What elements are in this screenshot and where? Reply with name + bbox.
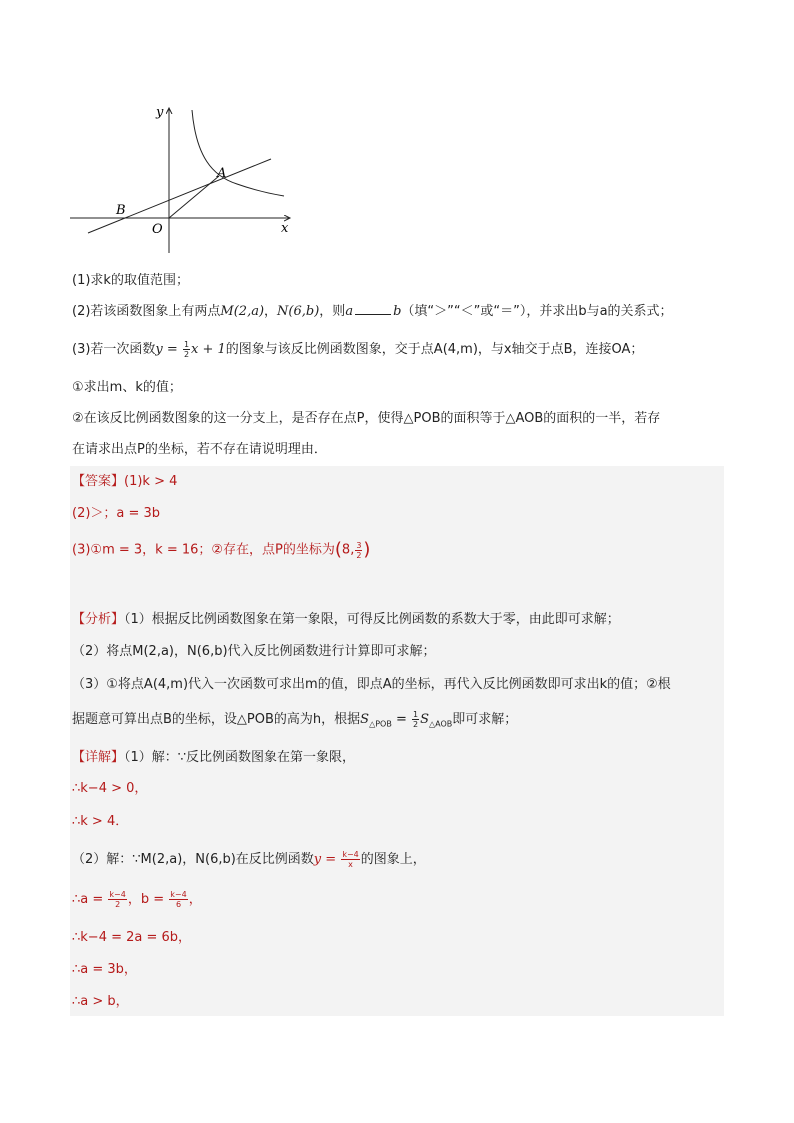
detail-5-num1: k−4 — [109, 890, 126, 899]
detail-5-fraction-2 — [169, 890, 187, 909]
analysis-frac-den: 2 — [413, 720, 419, 729]
detail-line-3: ∴k > 4． — [72, 814, 129, 829]
label-a: A — [217, 166, 227, 181]
question-part-3-ii-line2: 在请求出点P的坐标，若不存在请说明理由． — [72, 442, 327, 457]
analysis-line-1 — [72, 610, 620, 630]
q2-then: ，则 — [319, 304, 346, 319]
detail-5-den2: 6 — [175, 900, 182, 909]
analysis-4-prefix: 据题意可算出点B的坐标，设△POB的高为h，根据 — [72, 712, 361, 727]
detail-line-6: ∴k−4 = 2a = 6b， — [72, 930, 192, 945]
label-origin: O — [152, 222, 163, 237]
detail-1: （1）解：∵反比例函数图象在第一象限， — [124, 750, 356, 765]
q2-a: a — [345, 304, 354, 319]
q2-prefix: (2)若该函数图象上有两点 — [72, 304, 221, 319]
detail-5-den1: 2 — [115, 900, 121, 909]
answer-line-1 — [72, 472, 177, 492]
detail-5-num2: k−4 — [170, 890, 187, 899]
q2-b: b — [393, 304, 402, 319]
detail-4-fraction — [341, 850, 359, 869]
detail-5-fraction-1 — [108, 890, 126, 909]
q3-func-lhs: y = — [155, 342, 182, 357]
analysis-s1: S — [360, 712, 370, 727]
analysis-tag: 【分析】 — [72, 612, 125, 627]
q3-suffix: 的图象与该反比例函数图象，交于点A(4,m)，与x轴交于点B，连接OA； — [225, 342, 644, 357]
q2-suffix: （填“＞”“＜”或“＝”），并求出b与a的关系式； — [401, 304, 673, 319]
question-part-3 — [72, 340, 643, 360]
answer-tag: 【答案】 — [72, 474, 125, 489]
paren-right: ) — [363, 539, 371, 560]
detail-4-prefix: （2）解：∵M(2,a)，N(6,b)在反比例函数 — [72, 852, 314, 867]
answer-1: (1)k > 4 — [124, 474, 178, 489]
q3-frac-den: 2 — [183, 350, 190, 359]
question-part-2 — [72, 302, 673, 322]
detail-5-a: ∴a = — [72, 892, 108, 907]
detail-line-5 — [72, 890, 202, 910]
fill-blank — [355, 302, 391, 315]
detail-tag: 【详解】 — [72, 750, 125, 765]
answer-3-num: 3 — [356, 540, 362, 550]
answer-line-2: (2)＞；a = 3b — [72, 506, 161, 521]
q2-point-m: M(2,a) — [220, 304, 265, 319]
q2-point-n: N(6,b) — [277, 304, 320, 319]
paren-left: ( — [334, 539, 342, 560]
q3-frac-num: 1 — [183, 340, 190, 349]
answer-3-prefix: (3)①m = 3，k = 16；②存在，点P的坐标为 — [72, 542, 335, 558]
function-graph — [62, 96, 302, 261]
hyperbola-curve — [192, 110, 284, 196]
detail-4-den: x — [348, 860, 353, 869]
q3-fraction — [183, 340, 190, 359]
analysis-1: （1）根据反比例函数图象在第一象限，可得反比例函数的系数大于零，由此即可求解； — [124, 612, 620, 627]
answer-3-x: 8, — [341, 542, 355, 558]
detail-5-mid: ，b = — [127, 892, 169, 907]
label-b: B — [116, 203, 126, 218]
detail-4-suffix: 的图象上， — [360, 852, 426, 867]
analysis-line-2: （2）将点M(2,a)，N(6,b)代入反比例函数进行计算即可求解； — [72, 644, 436, 659]
analysis-4-suffix: 即可求解； — [452, 712, 518, 727]
detail-line-2: ∴k−4 > 0， — [72, 781, 148, 796]
linear-function-line — [88, 159, 271, 233]
answer-3-den: 2 — [356, 550, 362, 560]
detail-5-end: ， — [188, 892, 202, 907]
q2-sep: ， — [264, 304, 278, 319]
q3-func-rhs: x + 1 — [191, 342, 226, 357]
detail-line-4 — [72, 850, 426, 870]
answer-line-3 — [72, 540, 370, 561]
analysis-line-4 — [72, 710, 517, 735]
detail-line-7: ∴a = 3b， — [72, 962, 137, 977]
analysis-s2: S — [420, 712, 429, 727]
analysis-line-3: （3）①将点A(4,m)代入一次函数可求出m的值，即点A的坐标，再代入反比例函数即可求出k的值；②根 — [72, 677, 671, 692]
analysis-fraction — [412, 710, 419, 729]
q3-prefix: (3)若一次函数 — [72, 342, 156, 357]
label-x: x — [281, 221, 289, 236]
detail-line-1 — [72, 748, 355, 768]
analysis-sub2: △AOB — [429, 719, 453, 729]
detail-4-y: y = — [313, 852, 341, 867]
answer-3-fraction — [355, 541, 362, 560]
analysis-sub1: △POB — [369, 719, 392, 729]
detail-line-8: ∴a > b， — [72, 994, 129, 1009]
label-y: y — [156, 105, 164, 120]
question-part-3-ii-line1: ②在该反比例函数图象的这一分支上，是否存在点P，使得△POB的面积等于△AOB的面积的一半，若存 — [72, 411, 661, 426]
question-part-1: (1)求k的取值范围； — [72, 273, 189, 288]
question-part-3-i: ①求出m、k的值； — [72, 380, 182, 395]
analysis-eq: = — [391, 712, 411, 727]
analysis-frac-num: 1 — [413, 710, 419, 719]
detail-4-num: k−4 — [342, 850, 359, 859]
